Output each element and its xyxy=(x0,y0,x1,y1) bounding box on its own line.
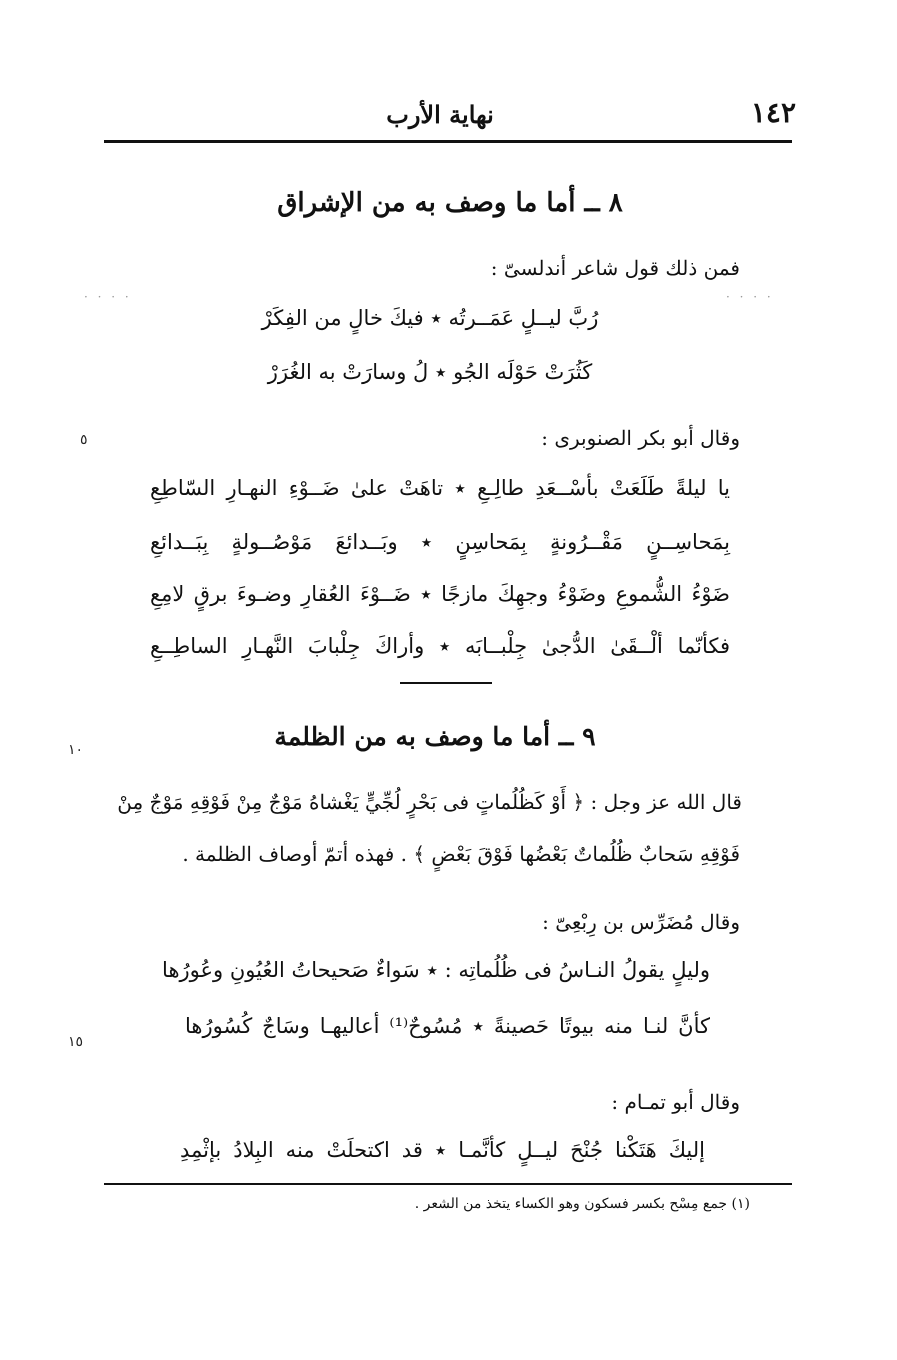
poem4-line-1: إليكَ هَتَكْنا جُنْحَ ليــلٍ كأنَّمـا ٭ قد اكتحلَتْ منه البِلادُ بإثْمِدِ xyxy=(180,1138,705,1162)
poem3-line-1: وليلٍ يقولُ النـاسُ فى ظُلُماتِه : ٭ سَواءٌ صَحيحاتُ العُيُونِ وعُورُها xyxy=(162,958,710,982)
intro-abu-tammam: وقال أبو تمـام : xyxy=(611,1090,740,1114)
poem1-line-1: رُبَّ ليــلٍ عَمَــرتُه ٭ فيكَ خالٍ من الفِكَرْ xyxy=(261,306,599,330)
line-marker-10: ١٠ xyxy=(68,742,84,758)
poem2-line-1: يا ليلةً طَلَعَتْ بأسْــعَدِ طالِـعِ ٭ تاهَتْ علىٰ ضَــوْءِ النهـارِ السّاطِعِ xyxy=(150,476,730,500)
quran-line-1: قال الله عز وجل : ﴿ أَوْ كَظُلُماتٍ فى بَحْرٍ لُجِّيٍّ يَغْشاهُ مَوْجٌ مِنْ فَوْقِهِ مَوْجٌ مِنْ xyxy=(117,790,742,814)
intro-andalusian-poet: فمن ذلك قول شاعر أندلسىّ : xyxy=(490,256,740,280)
header-rule xyxy=(104,140,792,143)
page-number: ١٤٢ xyxy=(750,96,796,129)
line-marker-15: ١٥ xyxy=(68,1034,84,1050)
footnote-rule xyxy=(104,1183,792,1185)
intro-sanawbari: وقال أبو بكر الصنوبرى : xyxy=(541,426,740,450)
line-marker-5: ٥ xyxy=(80,432,88,448)
footnote: (١) جمع مِسْح بكسر فسكون وهو الكساء يتخذ من الشعر . xyxy=(414,1196,750,1212)
scan-marks-right: · · · · xyxy=(726,290,774,304)
poem1-line-2: كَثُرَتْ حَوْلَه الجُو ٭ لُ وسارَتْ به الغُرَرْ xyxy=(267,360,593,384)
poem2-line-4: فكأنّما ألْــقَىٰ الدُّجىٰ جِلْبــابَه ٭ وأراكَ جِلْبابَ النَّهـارِ الساطِــعِ xyxy=(150,634,730,658)
running-title: نهاية الأرب xyxy=(386,100,494,129)
intro-mudarris: وقال مُضَرِّس بن رِبْعِىّ : xyxy=(542,910,740,934)
section-8-heading: ٨ ــ أما ما وصف به من الإشراق xyxy=(277,188,623,218)
quran-line-2: فَوْقِهِ سَحابٌ ظُلُماتٌ بَعْضُها فَوْقَ بَعْضٍ ﴾ . فهذه أتمّ أوصاف الظلمة . xyxy=(182,842,740,866)
scan-marks-left: · · · · xyxy=(84,290,132,304)
section-9-heading: ٩ ــ أما ما وصف به من الظلمة xyxy=(274,722,596,751)
poem2-line-3: ضَوْءُ الشُّموعِ وضَوْءُ وجهِكَ مازجًا ٭ ضَــوْءَ العُقارِ وضـوءَ برقٍ لامِعِ xyxy=(150,582,730,606)
section-divider xyxy=(400,682,492,684)
poem3-line-2: كأنَّ لنـا منه بيوتًا حَصينةً ٭ مُسُوحٌ⁽¹⁾ أعاليهـا وسَاجٌ كُسُورُها xyxy=(185,1014,710,1038)
poem2-line-2: بِمَحاسِــنٍ مَقْــرُونةٍ بِمَحاسِنٍ ٭ وبَــدائعَ مَوْصُــولةٍ بِبَــدائعِ xyxy=(150,530,730,554)
